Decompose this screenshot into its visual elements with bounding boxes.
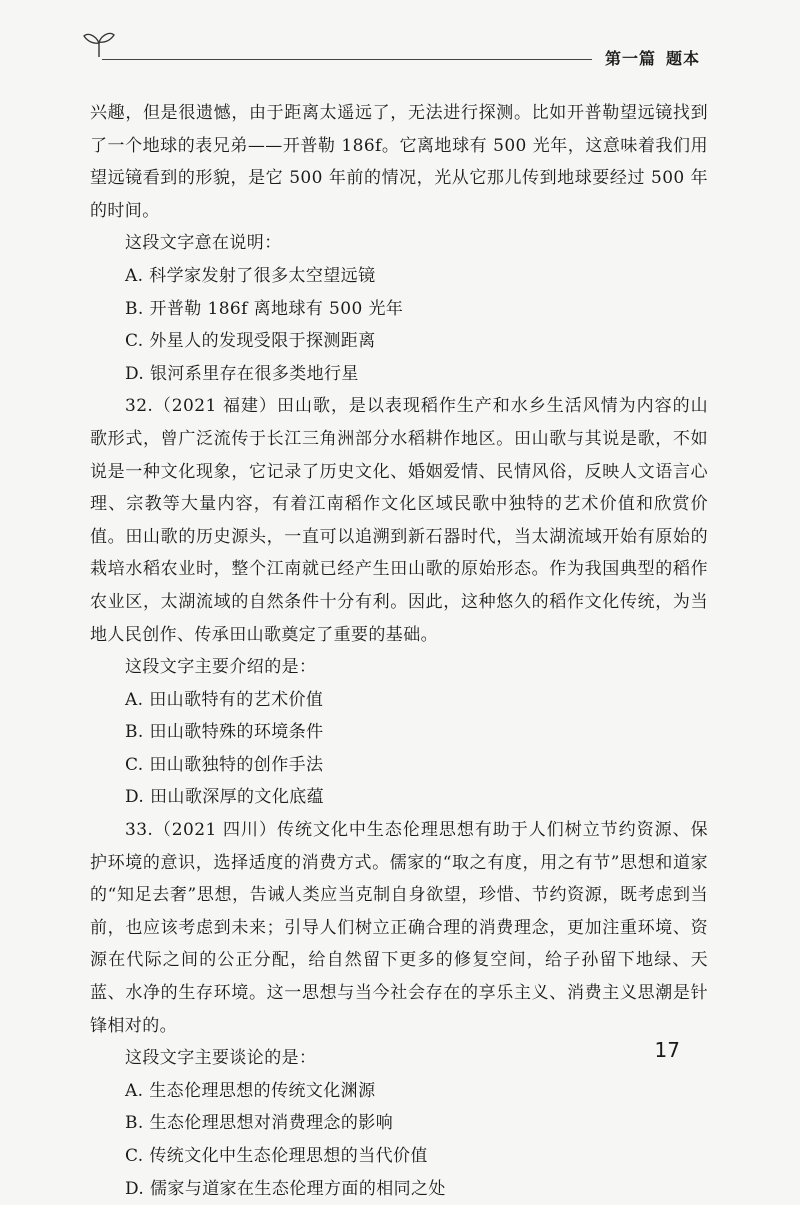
page-number: 17: [654, 1038, 680, 1062]
option-b: B. 生态伦理思想对消费理念的影响: [125, 1113, 394, 1134]
option-list: [90, 684, 708, 814]
option-list: [90, 260, 708, 390]
sprout-icon: [82, 30, 116, 58]
running-header: [605, 46, 700, 69]
option-a: A. 生态伦理思想的传统文化渊源: [125, 1080, 376, 1101]
option-d: D. 银河系里存在很多类地行星: [125, 363, 359, 384]
option-d: D. 儒家与道家在生态伦理方面的相同之处: [125, 1178, 446, 1199]
option-b: B. 开普勒 186f 离地球有 500 光年: [125, 298, 404, 319]
option-a: A. 田山歌特有的艺术价值: [125, 689, 324, 710]
option-c: C. 外星人的发现受限于探测距离: [125, 331, 376, 352]
page-header: [70, 28, 700, 74]
question-32-passage: 32.（2021 福建）田山歌，是以表现稻作生产和水乡生活风情为内容的山歌形式，曾广泛流传于长江三角洲部分水稻耕作地区。田山歌与其说是歌，不如说是一种文化现象，它记录了历史文化、婚姻爱情、民情风俗，反映人文语言心理、宗教等大量内容，有着江南稻作文化区域民歌中独特的艺术价值和欣赏价值。田山歌的历史源头，一直可以追溯到新石器时代，当太湖流域开始有原始的栽培水稻农业时，整个江南就已经产生田山歌的原始形态。作为我国典型的稻作农业区，太湖流域的自然条件十分有利。因此，这种悠久的稻作文化传统，为当地人民创作、传承田山歌奠定了重要的基础。: [90, 396, 708, 645]
header-part: 第一篇: [604, 49, 656, 68]
question-33-passage: 33.（2021 四川）传统文化中生态伦理思想有助于人们树立节约资源、保护环境的意识，选择适度的消费方式。儒家的“取之有度，用之有节”思想和道家的“知足去奢”思想，告诫人类应当克制自身欲望，珍惜、节约资源，既考虑到当前，也应该考虑到未来；引导人们树立正确合理的消费理念，更加注重环境、资源在代际之间的公正分配，给自然留下更多的修复空间，给子孙留下地绿、天蓝、水净的生存环境。这一思想与当今社会存在的享乐主义、消费主义思潮是针锋相对的。: [90, 820, 708, 1036]
option-d: D. 田山歌深厚的文化底蕴: [125, 787, 325, 808]
option-list: [90, 1075, 708, 1205]
question-33: [90, 814, 708, 1205]
passage-text: 兴趣，但是很遗憾，由于距离太遥远了，无法进行探测。比如开普勒望远镜找到了一个地球的表兄弟——开普勒 186f。它离地球有 500 光年，这意味着我们用望远镜看到的形貌，是它 500 年前的情况，光从它那儿传到地球要经过 500 年的时间。: [90, 103, 708, 221]
option-b: B. 田山歌特殊的环境条件: [125, 722, 324, 743]
question-32: [90, 390, 708, 814]
option-c: C. 田山歌独特的创作手法: [125, 754, 324, 775]
option-a: A. 科学家发射了很多太空望远镜: [125, 265, 376, 286]
question-prompt: 这段文字意在说明：: [125, 233, 282, 254]
option-c: C. 传统文化中生态伦理思想的当代价值: [125, 1146, 428, 1166]
question-32-prompt: 这段文字主要介绍的是：: [125, 657, 317, 678]
question-31-continuation: [90, 97, 708, 390]
header-rule: [102, 59, 592, 60]
page-content: [90, 97, 708, 1205]
header-section: 题本: [665, 49, 700, 68]
question-33-prompt: 这段文字主要谈论的是：: [125, 1048, 317, 1069]
